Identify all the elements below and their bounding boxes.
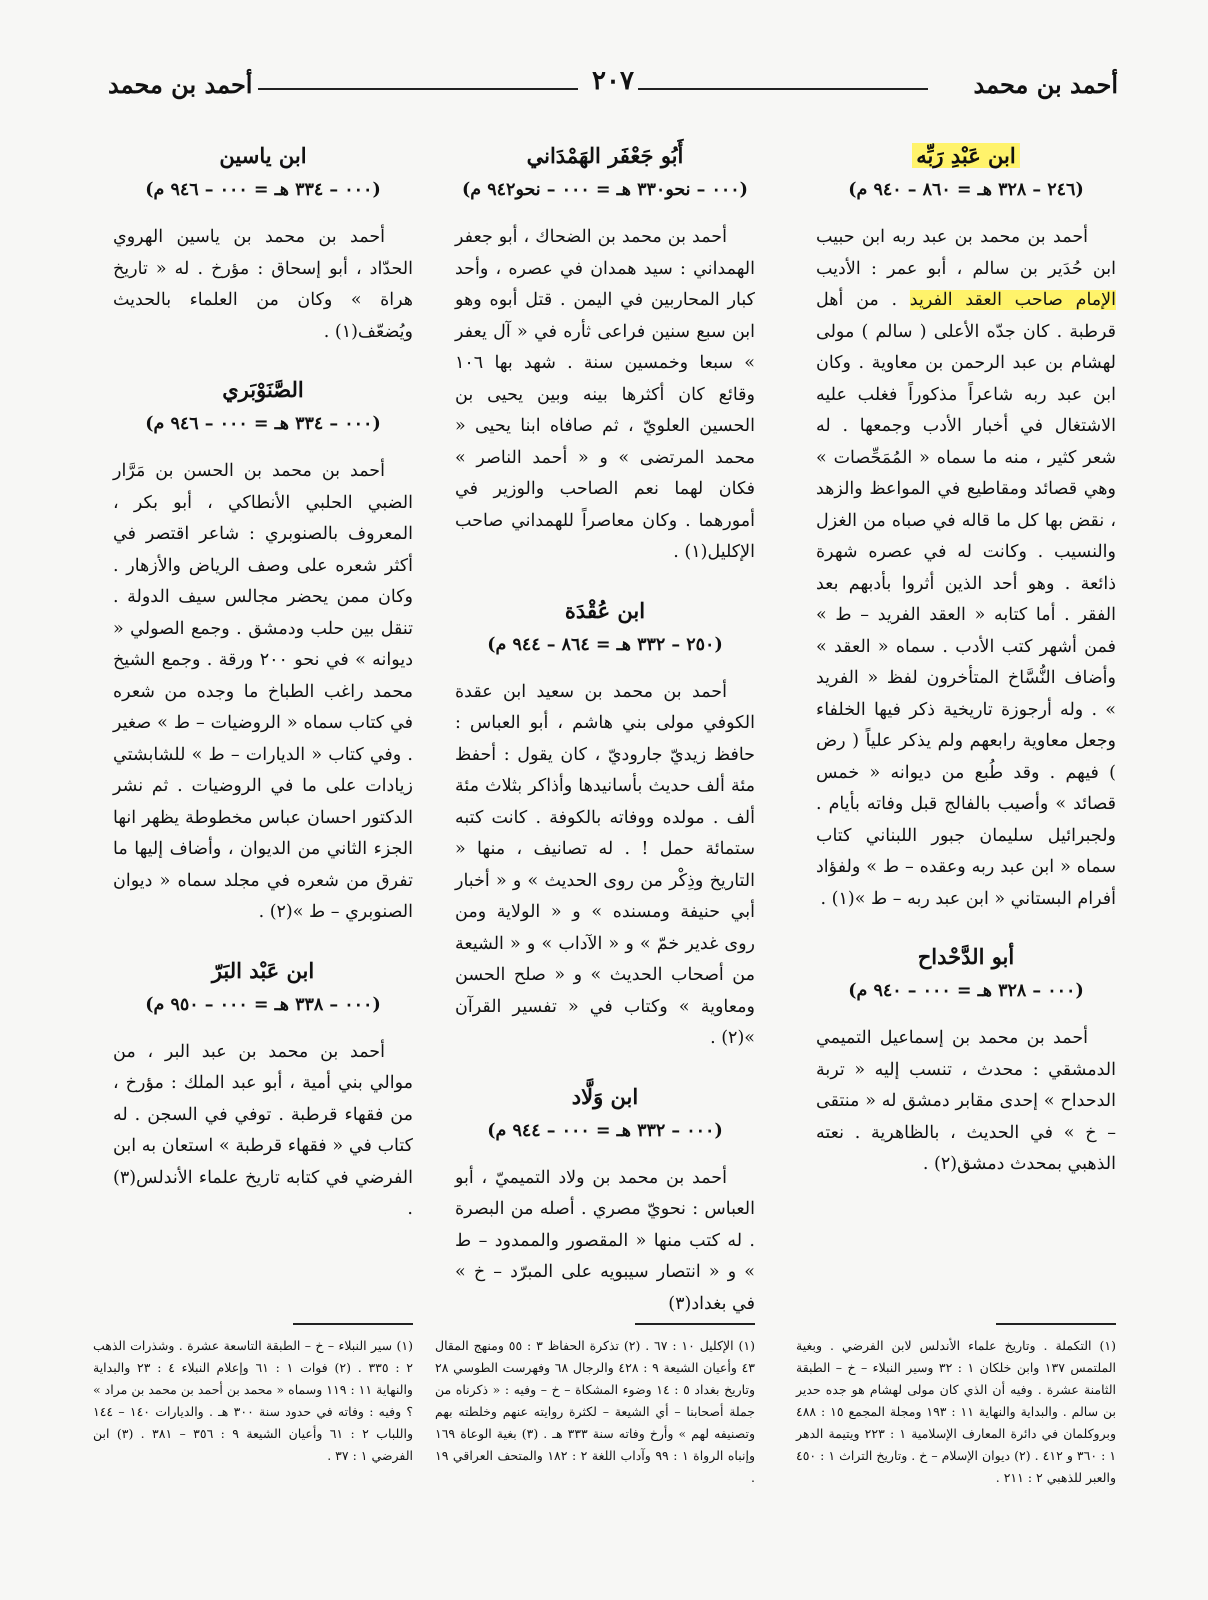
column-left: [113, 140, 413, 1252]
header-rule-right: [638, 88, 928, 90]
entry-body: أحمد بن محمد بن سعيد ابن عقدة الكوفي مولى بني هاشم ، أبو العباس : حافظ زيديّ جاروديّ ، كان يقول : أحفظ مئة ألف حديث بأسانيدها وأذاكر بثلاث مئة ألف . مولده ووفاته بالكوفة . كانت كتبه ستمائة حمل ! . له تصانيف ، منها « التاريخ وذِكْر من روى الحديث » و « أخبار أبي حنيفة ومسنده » و « الولاية ومن روى غدير خمّ » و « الآداب » و « الشيعة من أصحاب الحديث » و « صلح الحسن ومعاوية » وكتاب في « تفسير القرآن »(٢) .: [455, 681, 755, 1048]
column-middle: [455, 140, 755, 1346]
header-left-title: أحمد بن محمد: [108, 70, 253, 99]
entry-title: ابن عَبْد البَرّ: [211, 957, 315, 983]
entry-title: ابن ياسين: [219, 143, 307, 168]
footnote-text: (١) سير النبلاء – خ – الطبقة التاسعة عشرة . وشذرات الذهب ٢ : ٣٣٥ . (٢) فوات ١ : ٦١ وإعلام النبلاء ٤ : ٢٣ والبداية والنهاية ١١ : ١١٩ وسماه « محمد بن أحمد بن محمد بن مراد » ؟ وفيه : وفاته في حدود سنة ٣٠٠ هـ . والديارات ١٤٠ – ١٤٤ واللباب ٢ : ٦١ وأعيان الشيعة ٩ : ٣٥٦ – ٣٨١ . (٣) ابن الفرضي ١ : ٣٧ .: [93, 1338, 414, 1463]
highlighted-phrase: الإمام صاحب العقد الفريد: [909, 290, 1116, 310]
entry-body: أحمد بن محمد بن الضحاك ، أبو جعفر الهمداني : سيد همدان في عصره ، وأحد كبار المحاربين في اليمن . قتل أبوه وهو ابن سبع سنين فراعى ثأره في « آل يعفر » سبعا وخمسين سنة . شهد بها ١٠٦ وقائع كان أكثرها بينه وبين يحيى بن الحسين العلويّ ، ثم صافاه ابنا يحيى « محمد المرتضى » و « أحمد الناصر » فكان لهما نعم الصاحب والوزير في أمورهما . وكان معاصراً للهمداني صاحب الإكليل(١) .: [455, 227, 755, 562]
header-rule-left: [258, 88, 578, 90]
entry-abu-jafar-al-hamdani: [455, 140, 755, 569]
entry-ibn-yasin: [113, 140, 413, 348]
entry-ibn-abd-al-barr: [113, 955, 413, 1226]
entry-ibn-uqda: [455, 595, 755, 1055]
entry-dates: (٠٠٠ – ٣٢٨ هـ = ٠٠٠ – ٩٤٠ م): [848, 981, 1084, 1001]
entry-title: أبو الدَّحْداح: [917, 944, 1015, 969]
entry-body: أحمد بن محمد بن ولاد التميميّ ، أبو العباس : نحويّ مصري . أصله من البصرة . له كتب منها « المقصور والممدود – ط » و « انتصار سيبويه على المبرّد – خ » في بغداد(٣): [455, 1167, 755, 1314]
entry-al-sanawbari: [113, 374, 413, 929]
entry-title: ابن عُقْدَة: [564, 597, 646, 623]
entry-dates: (٠٠٠ – ٣٣٤ هـ = ٠٠٠ – ٩٤٦ م): [145, 180, 381, 200]
footnotes-left: [93, 1323, 413, 1467]
footnote-rule: [635, 1323, 755, 1325]
entry-title: ابن عَبْدِ رَبِّه: [816, 140, 1116, 172]
running-header: [108, 66, 1118, 106]
entry-dates: (٢٥٠ – ٣٣٢ هـ = ٨٦٤ – ٩٤٤ م): [487, 634, 723, 655]
footnote-text: (١) الإكليل ١٠ : ٦٧ . (٢) تذكرة الحفاظ ٣ : ٥٥ ومنهج المقال ٤٣ وأعيان الشيعة ٩ : ٤٢٨ والرجال ٦٨ وفهرست الطوسي ٢٨ وتاريخ بغداد ٥ : ١٤ وضوء المشكاة – خ – وفيه : « ذكرناه من جملة أصحابنا – أي الشيعة – لكثرة روايته عنهم وخلطته بهم وتصنيفه لهم » وأرخ وفاته سنة ٣٣٣ هـ . (٣) بغية الوعاة ١٦٩ وإنباه الرواة ١ : ٩٩ وآداب اللغة ٢ : ١٨٢ والمتحف العراقي ١٩ .: [435, 1338, 756, 1485]
page-number: ٢٠٧: [592, 66, 634, 96]
footnote-text: (١) التكملة . وتاريخ علماء الأندلس لابن الفرضي . وبغية الملتمس ١٣٧ وابن خلكان ١ : ٣٢ وسير النبلاء – خ – الطبقة الثامنة عشرة . وفيه أن الذي كان مولى لهشام هو جده حدير بن سالم . والبداية والنهاية ١١ : ١٩٣ ومجلة المجمع ١٥ : ٤٨٨ وبروكلمان في دائرة المعارف الإسلامية ١ : ٢٢٣ ويتيمة الدهر ١ : ٣٦٠ و ٤١٢ . (٢) ديوان الإسلام – خ . وتاريخ التراث ١ : ٤٥٠ والعبر للذهبي ٢ : ٢١١ .: [796, 1338, 1117, 1485]
entry-ibn-abd-rabbih: [816, 140, 1116, 915]
footnote-rule: [996, 1323, 1116, 1325]
entry-title: الصَّنَوْبَري: [222, 377, 304, 402]
entry-body: أحمد بن محمد بن عبد البر ، من موالي بني أمية ، أبو عبد الملك : مؤرخ ، من فقهاء قرطبة . توفي في السجن . له كتاب في « فقهاء قرطبة » استعان به ابن الفرضي في كتابه تاريخ علماء الأندلس(٣) .: [113, 1041, 413, 1219]
header-right-title: أحمد بن محمد: [973, 70, 1118, 99]
footnote-rule: [293, 1323, 413, 1325]
entry-dates: (٢٤٦ – ٣٢٨ هـ = ٨٦٠ – ٩٤٠ م): [848, 180, 1084, 200]
entry-dates: (٠٠٠ – ٣٣٢ هـ = ٠٠٠ – ٩٤٤ م): [487, 1120, 723, 1141]
entry-body: أحمد بن محمد بن عبد ربه ابن حبيب ابن حُدَير بن سالم ، أبو عمر : الأديب الإمام صاحب العقد الفريد . من أهل قرطبة . كان جدّه الأعلى ( سالم ) مولى لهشام بن عبد الرحمن بن معاوية . وكان ابن عبد ربه شاعراً مذكوراً فغلب عليه الاشتغال في أخبار الأدب وجمعها . له شعر كثير ، منه ما سماه « المُمَحِّصات » وهي قصائد ومقاطيع في المواعظ والزهد ، نقض بها كل ما قاله في صباه من الغزل والنسيب . وكانت له في عصره شهرة ذائعة . وهو أحد الذين أثروا بأدبهم بعد الفقر . أما كتابه « العقد الفريد – ط » فمن أشهر كتب الأدب . سماه « العقد » وأضاف النُّسَّاخ المتأخرون لفظ « الفريد » . وله أرجوزة تاريخية ذكر فيها الخلفاء وجعل معاوية رابعهم ولم يذكر علياً ( رض ) فيهم . وقد طُبع من ديوانه « خمس قصائد » وأصيب بالفالج قبل وفاته بأيام . ولجبرائيل سليمان جبور اللبناني كتاب سماه « ابن عبد ربه وعقده – ط » ولفؤاد أفرام البستاني « ابن عبد ربه – ط »(١) .: [816, 227, 1116, 909]
entry-dates: (٠٠٠ – ٣٣٨ هـ = ٠٠٠ – ٩٥٠ م): [145, 994, 381, 1015]
entry-body: أحمد بن محمد بن إسماعيل التميمي الدمشقي : محدث ، تنسب إليه « تربة الدحداح » إحدى مقابر دمشق له « منتقى – خ » في الحديث ، بالظاهرية . نعته الذهبي بمحدث دمشق(٢) .: [816, 1028, 1116, 1174]
entry-dates: (٠٠٠ – نحو٣٣٠ هـ = ٠٠٠ – نحو٩٤٢ م): [462, 180, 748, 200]
footnotes-middle: [435, 1323, 755, 1489]
entry-title: ابن وَلَّاد: [571, 1083, 639, 1109]
column-right: [816, 140, 1116, 1207]
footnotes-right: [796, 1323, 1116, 1489]
entry-title: أَبُو جَعْفَر الهَمْدَاني: [526, 143, 684, 168]
entry-ibn-wallad: [455, 1081, 755, 1321]
entry-body: أحمد بن محمد بن الحسن بن مَرَّار الضبي الحلبي الأنطاكي ، أبو بكر ، المعروف بالصنوبري : شاعر اقتصر في أكثر شعره على وصف الرياض والأزهار . وكان ممن يحضر مجالس سيف الدولة . تنقل بين حلب ودمشق . وجمع الصولي « ديوانه » في نحو ٢٠٠ ورقة . وجمع الشيخ محمد راغب الطباخ ما وجده من شعره في كتاب سماه « الروضيات – ط » صغير . وفي كتاب « الديارات – ط » للشابشتي زيادات على ما في الروضيات . ثم نشر الدكتور احسان عباس مخطوطة يظهر انها الجزء الثاني من الديوان ، وأضاف إليها ما تفرق من شعره في مجلد سماه « ديوان الصنوبري – ط »(٢) .: [113, 461, 413, 922]
entry-abu-al-dahdah: [816, 941, 1116, 1181]
entry-dates: (٠٠٠ – ٣٣٤ هـ = ٠٠٠ – ٩٤٦ م): [145, 414, 381, 434]
entry-body: أحمد بن محمد بن ياسين الهروي الحدّاد ، أبو إسحاق : مؤرخ . له « تاريخ هراة » وكان من العلماء بالحديث ويُضعّف(١) .: [113, 227, 413, 342]
